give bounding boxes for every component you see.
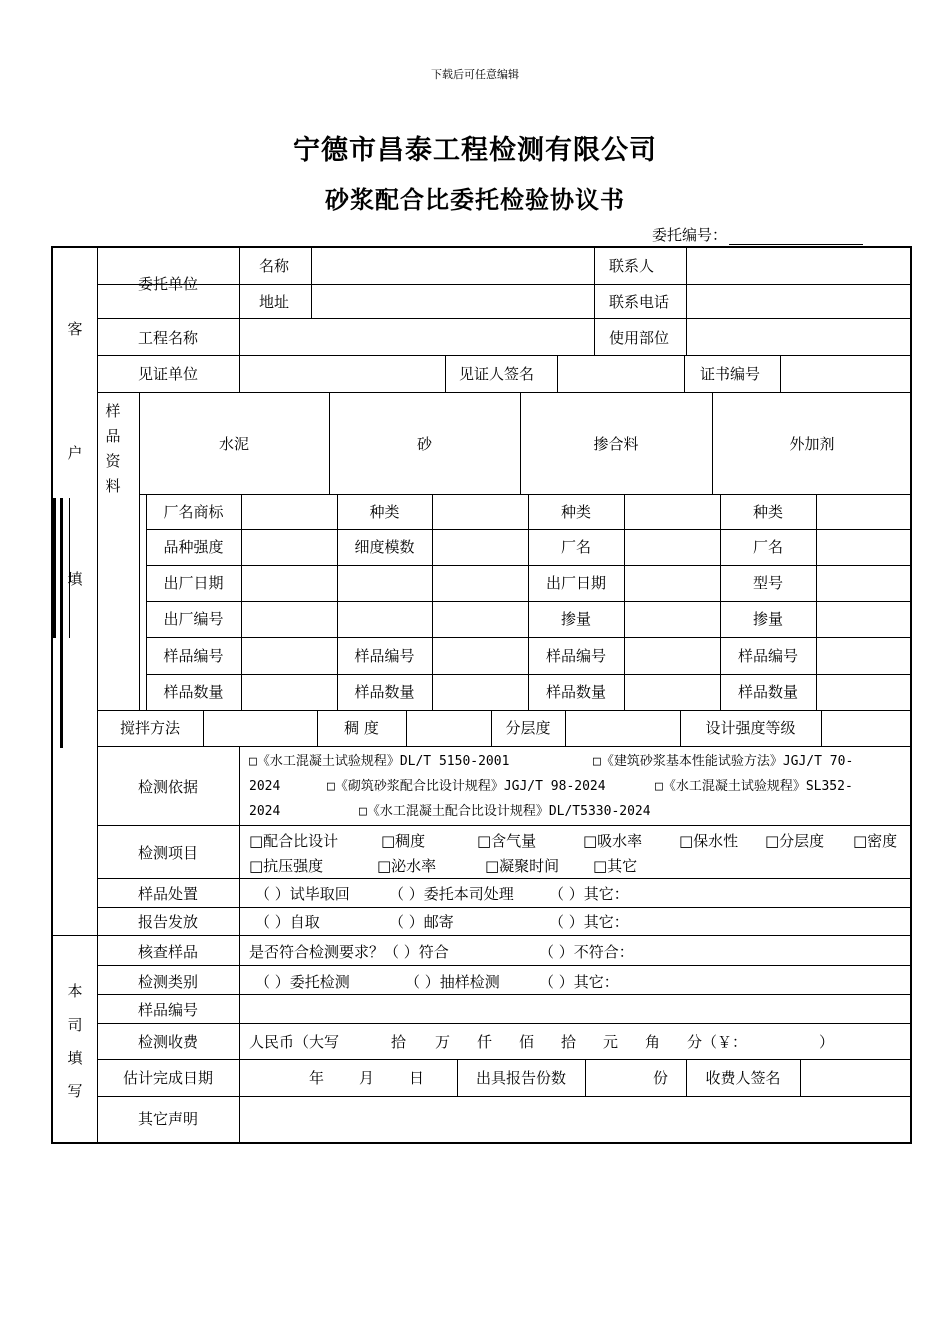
additive-header: 外加剂 [789,435,835,453]
side-label-client-3: 填 [67,570,83,588]
basis-line-1b: □《建筑砂浆基本性能试验方法》JGJ/T 70- [593,754,854,769]
entrust-number-label: 委托编号： [652,226,728,244]
report-option-2[interactable]: （ ）邮寄 [389,913,454,931]
fee-unit-2: 万 [435,1033,451,1051]
sand-row-6: 样品数量 [354,683,415,701]
fee-unit-6: 元 [603,1033,619,1051]
basis-line-3b: □《水工混凝土配合比设计规程》DL/T5330-2024 [359,804,651,819]
item-compressive[interactable]: □抗压强度 [249,857,324,875]
sand-row-5: 样品编号 [354,647,415,665]
fee-unit-9: ） [819,1033,835,1051]
address-label: 地址 [259,293,290,311]
sand-row-2: 细度模数 [354,538,415,556]
admixture-row-1: 种类 [560,503,591,521]
name-label: 名称 [259,257,290,275]
item-water-retention[interactable]: □保水性 [679,832,739,850]
basis-line-2b: □《砌筑砂浆配合比设计规程》JGJ/T 98-2024 [327,779,606,794]
entrust-number [652,224,863,245]
item-setting-time[interactable]: □凝聚时间 [485,857,560,875]
side-label-company-2: 司 [67,1016,83,1034]
sample-info-label-2: 品 [105,427,121,445]
report-copies-label: 出具报告份数 [475,1069,566,1087]
disposal-option-1[interactable]: （ ）试毕取回 [255,885,350,903]
consistency-label: 稠 度 [344,719,379,737]
disposal-option-3[interactable]: （ ）其它： [549,885,629,903]
check-sample-label: 核查样品 [137,943,198,961]
check-sample-text: 是否符合检测要求？（ ）符合 [249,943,449,961]
report-option-3[interactable]: （ ）其它： [549,913,629,931]
admixture-row-4: 掺量 [560,610,591,628]
fee-unit-1: 拾 [391,1033,407,1051]
additive-row-5: 样品编号 [737,647,798,665]
test-type-option-2[interactable]: （ ）抽样检测 [405,973,500,991]
report-label: 报告发放 [137,913,198,931]
admixture-row-2: 厂名 [560,538,591,556]
project-name-label: 工程名称 [137,329,198,347]
fee-unit-5: 拾 [561,1033,577,1051]
disposal-label: 样品处置 [137,885,198,903]
admixture-row-6: 样品数量 [545,683,606,701]
basis-label: 检测依据 [137,778,198,796]
item-air-content[interactable]: □含气量 [477,832,537,850]
item-water-absorption[interactable]: □吸水率 [583,832,643,850]
cement-row-5: 样品编号 [163,647,224,665]
finish-date-label: 估计完成日期 [122,1069,213,1087]
fee-unit-7: 角 [645,1033,661,1051]
basis-line-2a: 2024 [249,779,281,794]
test-type-option-1[interactable]: （ ）委托检测 [255,973,350,991]
items-label: 检测项目 [137,844,198,862]
check-sample-no[interactable]: （ ）不符合： [539,943,634,961]
other-statement-label: 其它声明 [137,1110,198,1128]
sample-info-label-1: 样 [105,402,121,420]
document-title: 砂浆配合比委托检验协议书 [325,186,625,214]
additive-row-4: 掺量 [752,610,783,628]
side-label-company-1: 本 [67,982,83,1000]
additive-row-6: 样品数量 [737,683,798,701]
cement-row-3: 出厂日期 [163,574,224,592]
test-type-option-3[interactable]: （ ）其它： [539,973,619,991]
cashier-sign-label: 收费人签名 [705,1069,781,1087]
fee-unit-8: 分（￥： [687,1033,748,1051]
admixture-row-3: 出厂日期 [545,574,606,592]
witness-sign-label: 见证人签名 [459,365,535,383]
admixture-header: 掺合料 [593,435,639,453]
design-grade-label: 设计强度等级 [705,719,796,737]
copies-unit: 份 [653,1069,669,1087]
side-label-client: 客 [67,320,83,338]
side-label-company-3: 填 [67,1049,83,1067]
mix-method-label: 搅拌方法 [119,719,180,737]
side-label-company-4: 写 [67,1082,83,1100]
report-option-1[interactable]: （ ）自取 [255,913,320,931]
sample-info-label-3: 资 [105,452,121,470]
contact-label: 联系人 [609,257,655,275]
fee-prefix: 人民币（大写 [249,1033,340,1051]
date-month: 月 [359,1069,375,1087]
item-mix-design[interactable]: □配合比设计 [249,832,339,850]
item-consistency[interactable]: □稠度 [381,832,426,850]
phone-label: 联系电话 [609,293,670,311]
entrust-unit-label: 委托单位 [137,275,198,293]
cement-row-1: 厂名商标 [163,503,224,521]
basis-line-2c: □《水工混凝土试验规程》SL352- [655,779,853,794]
witness-unit-label: 见证单位 [137,365,198,383]
date-year: 年 [309,1069,325,1087]
agreement-form [51,246,912,1144]
additive-row-1: 种类 [752,503,783,521]
entrust-number-field[interactable] [729,230,863,245]
cement-header: 水泥 [218,435,249,453]
admixture-row-5: 样品编号 [545,647,606,665]
sand-header: 砂 [416,435,432,453]
basis-line-3a: 2024 [249,804,281,819]
fee-label: 检测收费 [137,1033,198,1051]
additive-row-3: 型号 [752,574,783,592]
cement-row-4: 出厂编号 [163,610,224,628]
cert-no-label: 证书编号 [700,365,761,383]
fee-unit-4: 佰 [519,1033,535,1051]
item-bleeding[interactable]: □泌水率 [377,857,437,875]
top-note: 下载后可任意编辑 [431,68,519,81]
cement-row-2: 品种强度 [163,538,224,556]
fee-unit-3: 仟 [477,1033,493,1051]
cement-row-6: 样品数量 [163,683,224,701]
date-day: 日 [409,1069,425,1087]
item-other[interactable]: □其它 [593,857,638,875]
side-label-client-2: 户 [67,444,83,462]
additive-row-2: 厂名 [752,538,783,556]
company-sample-no-label: 样品编号 [137,1001,198,1019]
test-type-label: 检测类别 [137,973,198,991]
use-part-label: 使用部位 [609,329,670,347]
item-stratification[interactable]: □分层度 [765,832,825,850]
sand-row-1: 种类 [369,503,400,521]
item-density[interactable]: □密度 [853,832,898,850]
basis-line-1a: □《水工混凝土试验规程》DL/T 5150-2001 [249,754,510,769]
stratification-label: 分层度 [505,719,551,737]
company-name: 宁德市昌泰工程检测有限公司 [293,135,657,166]
disposal-option-2[interactable]: （ ）委托本司处理 [389,885,514,903]
sample-info-label-4: 料 [105,477,121,495]
